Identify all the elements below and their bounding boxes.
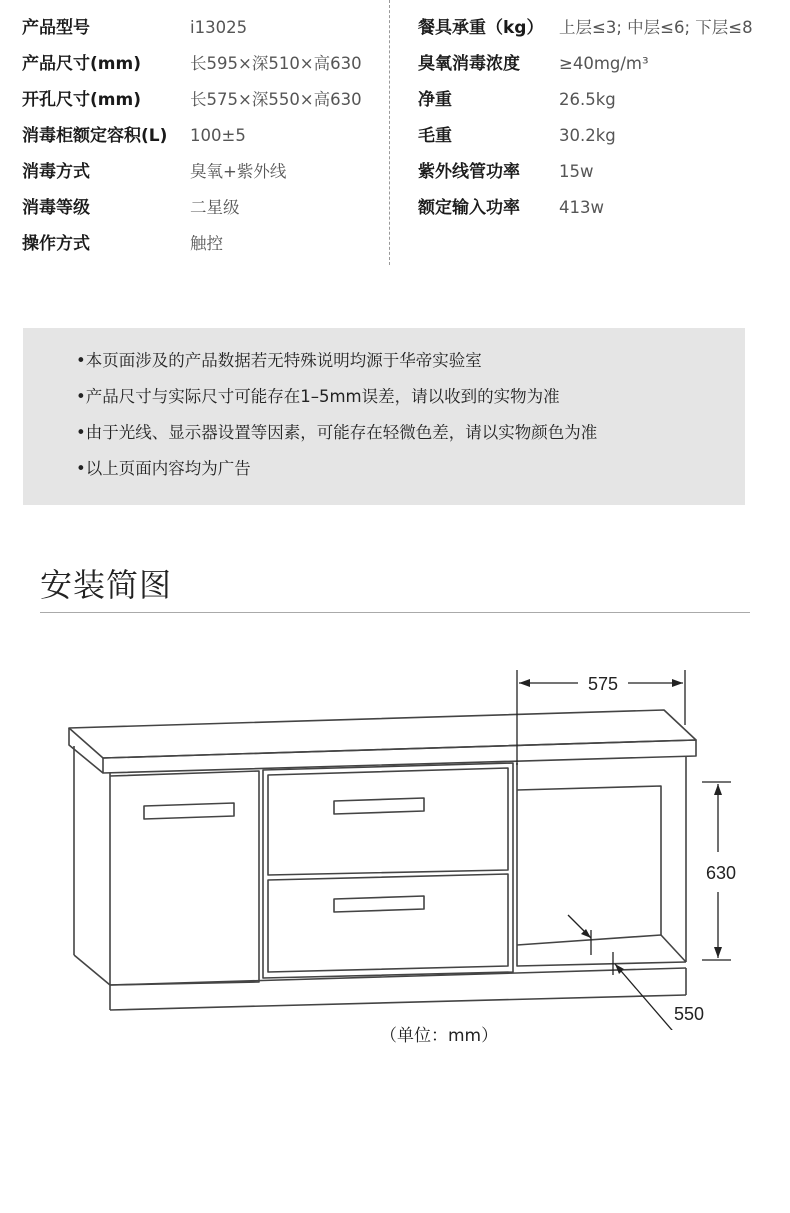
spec-label: 毛重 [418,126,452,146]
unit-note: （单位：mm） [380,1026,499,1046]
spec-value: 30.2kg [559,126,616,145]
section-title: 安装简图 [40,566,173,604]
spec-value: 长575×深550×高630 [190,90,362,109]
spec-value: 26.5kg [559,90,616,109]
disclaimer-box [23,328,745,505]
spec-label: 产品尺寸(mm) [22,54,141,74]
spec-value: ≥40mg/m³ [559,54,649,73]
spec-value: 长595×深510×高630 [190,54,362,73]
spec-label: 餐具承重（kg） [418,18,544,38]
disclaimer-item: •由于光线、显示器设置等因素，可能存在轻微色差，请以实物颜色为准 [76,423,598,442]
width-label: 575 [587,674,619,694]
installation-diagram [0,640,790,1030]
drawers [263,763,513,978]
spec-value: 15w [559,162,594,181]
section-divider [40,612,750,613]
height-label: 630 [705,863,737,883]
spec-value: 二星级 [190,198,240,217]
column-divider [389,0,390,265]
spec-label: 紫外线管功率 [418,162,520,182]
spec-label: 额定输入功率 [418,198,520,218]
spec-value: 100±5 [190,126,246,145]
countertop [69,710,696,773]
depth-dimension [568,915,684,1030]
spec-label: 臭氧消毒浓度 [418,54,520,74]
spec-label: 消毒方式 [22,162,90,182]
spec-value: i13025 [190,18,248,37]
spec-label: 消毒柜额定容积(L) [22,126,168,146]
spec-label: 消毒等级 [22,198,90,218]
disclaimer-item: •本页面涉及的产品数据若无特殊说明均源于华帝实验室 [76,351,482,370]
spec-value: 触控 [190,234,223,253]
spec-label: 开孔尺寸(mm) [22,90,141,110]
spec-value: 臭氧+紫外线 [190,162,287,181]
cabinet-opening [517,756,686,966]
disclaimer-item: •产品尺寸与实际尺寸可能存在1–5mm误差，请以收到的实物为准 [76,387,560,406]
left-door [110,771,259,985]
spec-label: 净重 [418,90,452,110]
spec-label: 产品型号 [22,18,90,38]
spec-label: 操作方式 [22,234,90,254]
depth-label: 550 [673,1004,705,1024]
spec-value: 上层≤3; 中层≤6; 下层≤8 [559,18,753,37]
spec-table [0,0,790,270]
spec-value: 413w [559,198,604,217]
disclaimer-item: •以上页面内容均为广告 [76,459,251,478]
